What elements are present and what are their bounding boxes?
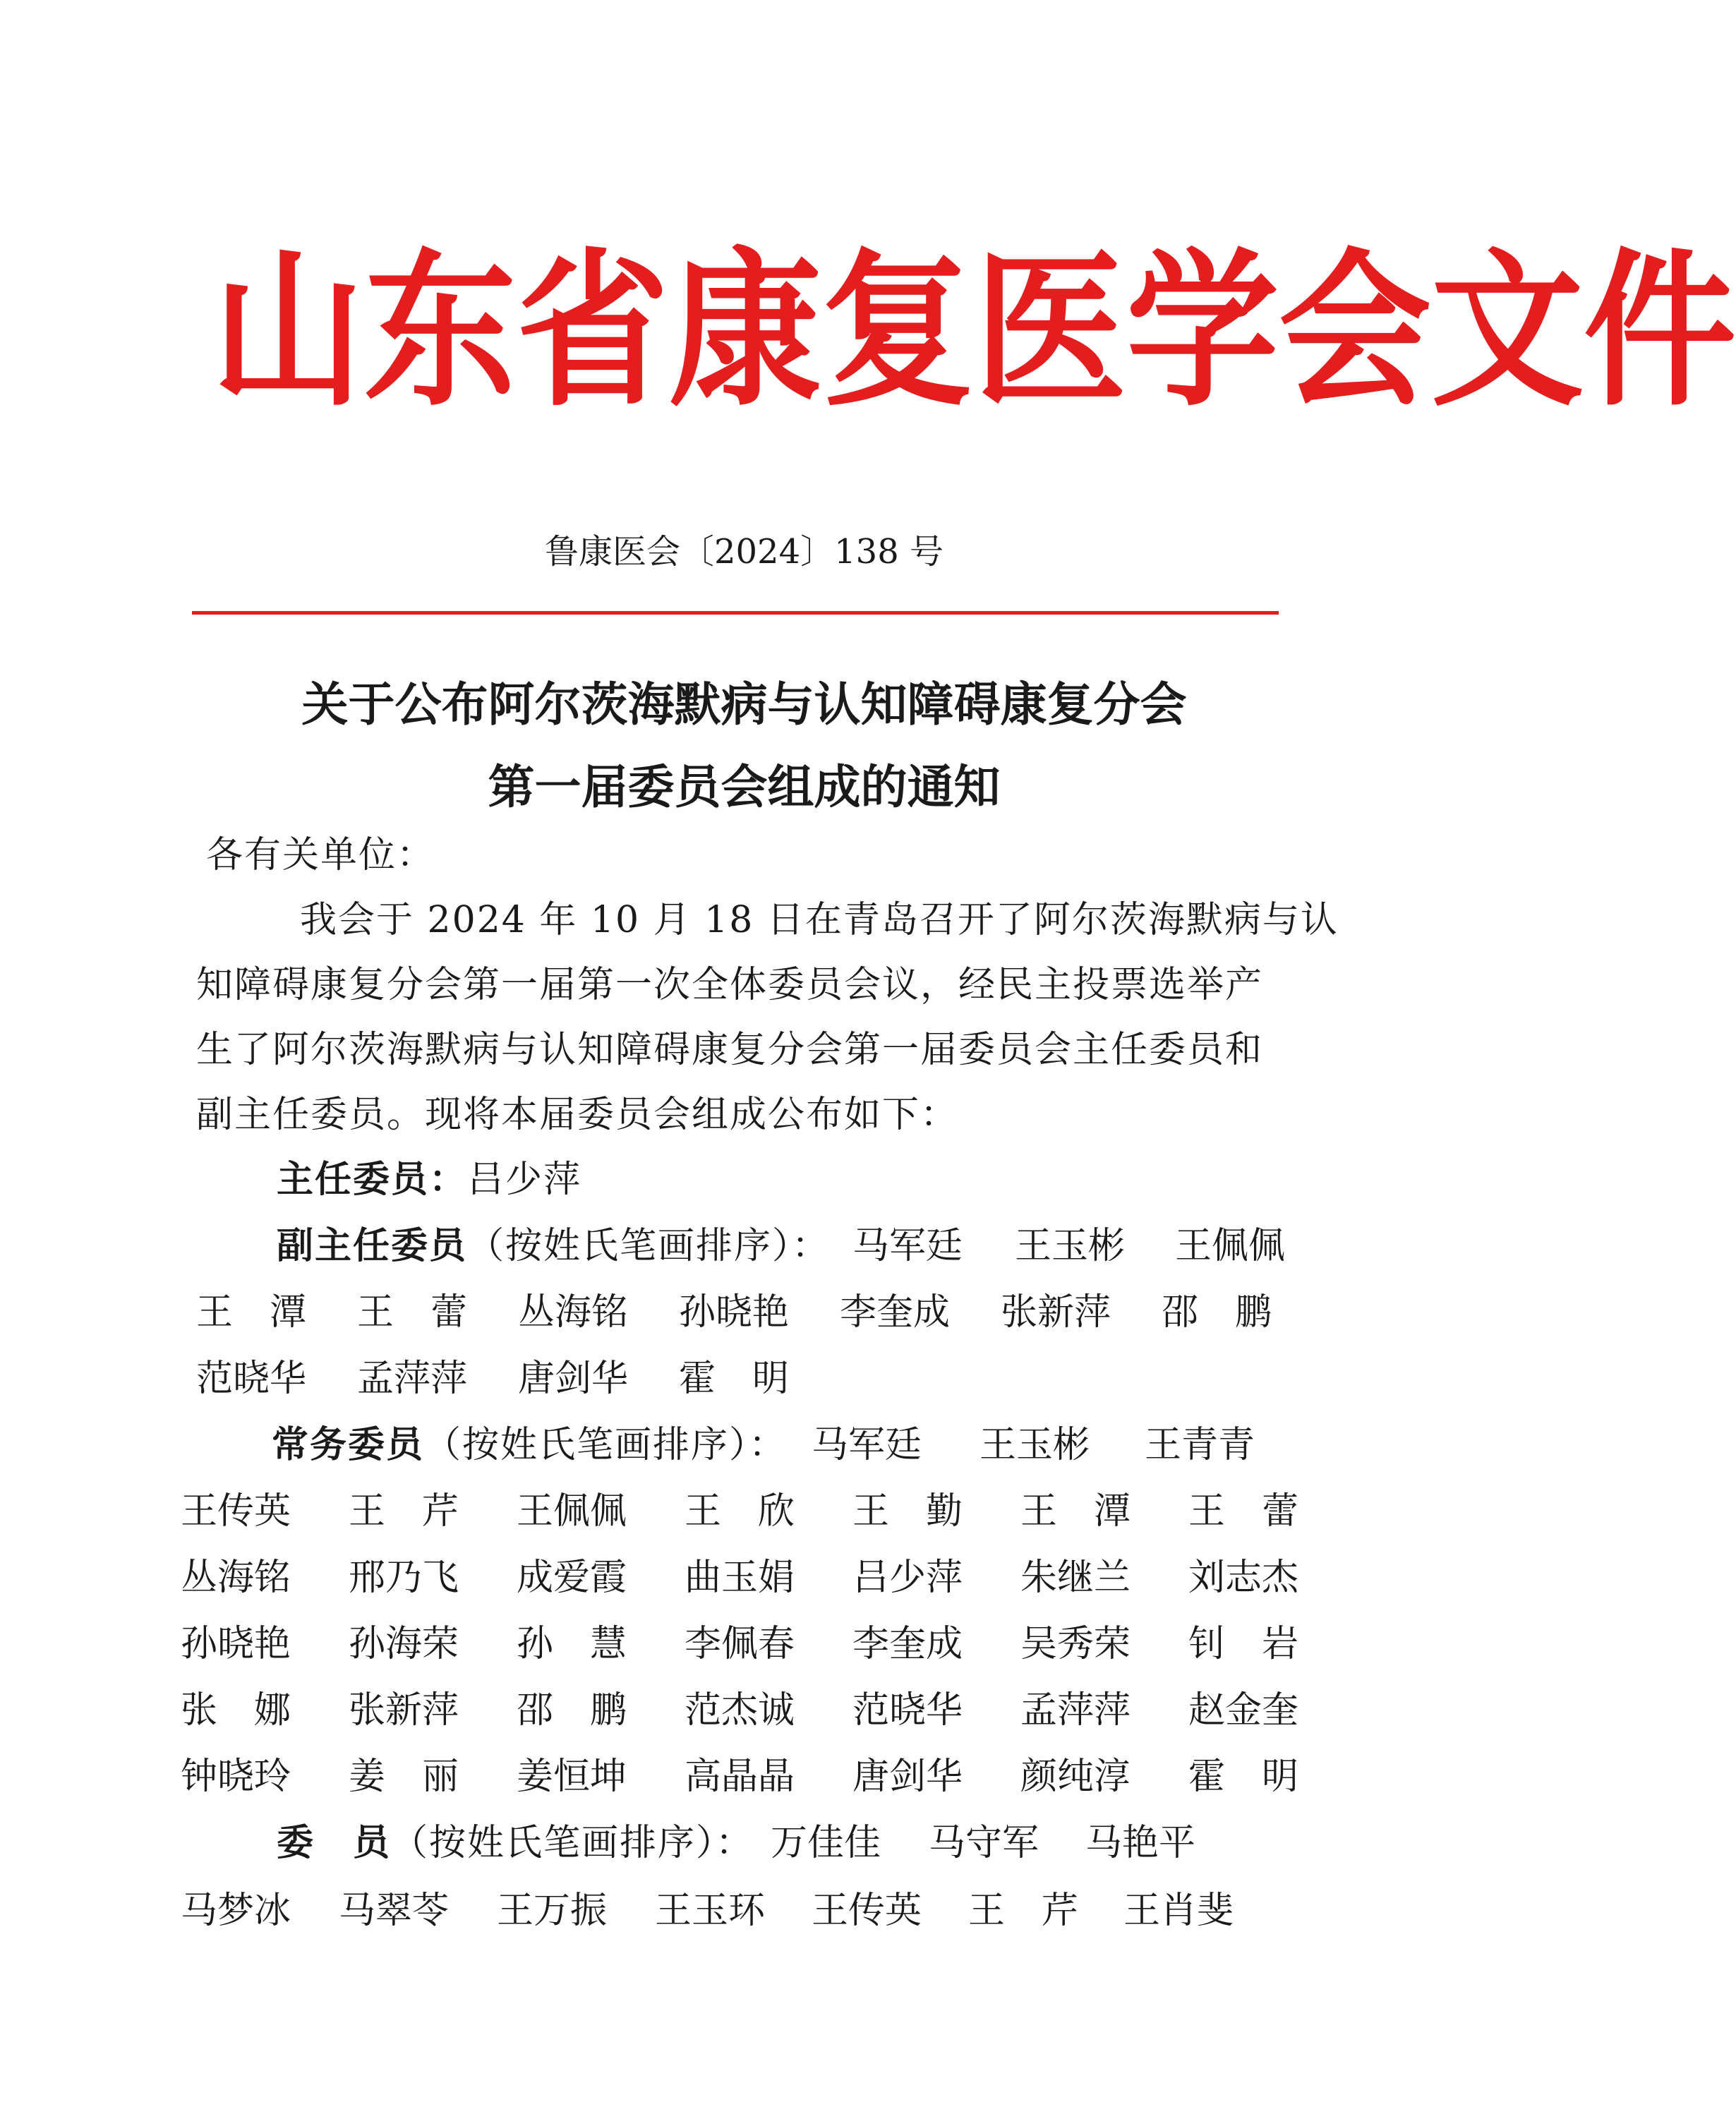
standing-member-name: 邢乃飞 — [349, 1557, 459, 1599]
standing-member-name: 范晓华 — [852, 1689, 963, 1732]
standing-member-name: 钊 岩 — [1188, 1623, 1299, 1665]
member-note: （按姓氏笔画排序）： — [391, 1822, 754, 1864]
standing-member-name: 张 娜 — [181, 1689, 291, 1732]
standing-member-label: 常务委员 — [272, 1424, 425, 1466]
standing-member-note: （按姓氏笔画排序）： — [424, 1424, 788, 1466]
notice-title-line2: 第一届委员会组成的通知 — [488, 759, 1001, 814]
vice-chair-name: 王 蕾 — [357, 1291, 468, 1334]
chair-name: 吕少萍 — [467, 1159, 582, 1201]
standing-member-name: 王玉彬 — [979, 1424, 1090, 1466]
member-name: 王肖斐 — [1123, 1890, 1234, 1932]
paragraph-line-3: 生了阿尔茨海默病与认知障碍康复分会第一届委员会主任委员和 — [196, 1029, 1264, 1071]
standing-member-name: 霍 明 — [1188, 1756, 1299, 1798]
standing-member-name: 张新萍 — [349, 1689, 459, 1732]
standing-member-row — [0, 1754, 1488, 1799]
member-label: 委 员 — [277, 1822, 392, 1864]
paragraph-line-2: 知障碍康复分会第一届第一次全体委员会议，经民主投票选举产 — [196, 964, 1264, 1006]
vice-chair-name: 范晓华 — [196, 1358, 307, 1400]
standing-member-name: 钟晓玲 — [181, 1756, 291, 1798]
standing-member-name: 王 勤 — [852, 1490, 963, 1533]
standing-member-name: 高晶晶 — [685, 1756, 795, 1798]
standing-member-name: 丛海铭 — [181, 1557, 291, 1599]
standing-member-first-line — [0, 1423, 1488, 1468]
standing-member-name: 李奎成 — [852, 1623, 963, 1665]
standing-member-name: 成爱霞 — [517, 1557, 627, 1599]
standing-member-name: 王 潭 — [1020, 1490, 1131, 1533]
standing-member-row — [0, 1621, 1488, 1667]
vice-chair-label: 副主任委员 — [277, 1225, 468, 1267]
standing-member-name: 吕少萍 — [852, 1557, 963, 1599]
standing-member-name: 朱继兰 — [1020, 1557, 1131, 1599]
standing-member-name: 唐剑华 — [852, 1756, 963, 1798]
member-name: 马翠苓 — [339, 1890, 450, 1932]
member-name: 王玉环 — [655, 1890, 766, 1932]
vice-chair-name: 孟萍萍 — [357, 1358, 468, 1400]
vice-chair-name: 霍 明 — [679, 1358, 790, 1400]
standing-member-name: 吴秀荣 — [1020, 1623, 1131, 1665]
standing-member-name: 王青青 — [1145, 1424, 1255, 1466]
document-number: 鲁康医会〔2024〕138 号 — [544, 532, 944, 572]
standing-member-row — [0, 1688, 1488, 1733]
standing-member-name: 范杰诚 — [685, 1689, 795, 1732]
standing-member-name: 李佩春 — [685, 1623, 795, 1665]
vice-chair-name: 王玉彬 — [1015, 1225, 1126, 1267]
paragraph-line-1: 我会于 2024 年 10 月 18 日在青岛召开了阿尔茨海默病与认 — [300, 899, 1339, 941]
member-name: 马守军 — [929, 1822, 1039, 1864]
member-name: 马艳平 — [1085, 1822, 1196, 1864]
member-name: 万佳佳 — [771, 1822, 881, 1864]
member-name: 王 芹 — [968, 1890, 1079, 1932]
standing-member-name: 王传英 — [181, 1490, 291, 1533]
standing-member-name: 刘志杰 — [1188, 1557, 1299, 1599]
standing-member-row — [0, 1489, 1488, 1534]
vice-chair-name: 李奎成 — [840, 1291, 951, 1334]
vice-chair-note: （按姓氏笔画排序）： — [467, 1225, 831, 1267]
standing-member-name: 王 欣 — [685, 1490, 795, 1533]
vice-chair-name: 孙晓艳 — [679, 1291, 790, 1334]
vice-chair-row — [0, 1356, 1488, 1401]
standing-member-name: 孙海荣 — [349, 1623, 459, 1665]
member-row — [0, 1888, 1488, 1933]
member-name: 王传英 — [812, 1890, 922, 1932]
org-masthead: 山东省康复医学会文件 — [212, 234, 1736, 429]
standing-member-name: 王佩佩 — [517, 1490, 627, 1533]
member-first-line — [0, 1820, 1488, 1866]
standing-member-name: 曲玉娟 — [685, 1557, 795, 1599]
vice-chair-name: 唐剑华 — [518, 1358, 629, 1400]
standing-member-name: 孙 慧 — [517, 1623, 627, 1665]
vice-chair-name: 邵 鹏 — [1162, 1291, 1272, 1334]
member-name: 马梦冰 — [181, 1890, 291, 1932]
standing-member-name: 王 蕾 — [1188, 1490, 1299, 1533]
vice-chair-name: 王 潭 — [196, 1291, 307, 1334]
paragraph-line-4: 副主任委员。现将本届委员会组成公布如下： — [196, 1094, 959, 1136]
standing-member-row — [0, 1555, 1488, 1600]
chair-line — [277, 1157, 581, 1202]
vice-chair-name: 王佩佩 — [1175, 1225, 1286, 1267]
member-name: 王万振 — [497, 1890, 608, 1932]
standing-member-name: 姜恒坤 — [517, 1756, 627, 1798]
notice-title-line1: 关于公布阿尔茨海默病与认知障碍康复分会 — [301, 677, 1187, 732]
standing-member-name: 孟萍萍 — [1020, 1689, 1131, 1732]
standing-member-name: 王 芹 — [349, 1490, 459, 1533]
vice-chair-name: 张新萍 — [1001, 1291, 1111, 1334]
vice-chair-first-line — [0, 1224, 1488, 1269]
vice-chair-name: 丛海铭 — [518, 1291, 629, 1334]
chair-label: 主任委员： — [277, 1159, 468, 1201]
vice-chair-row — [0, 1290, 1488, 1335]
standing-member-name: 赵金奎 — [1188, 1689, 1299, 1732]
standing-member-name: 邵 鹏 — [517, 1689, 627, 1732]
standing-member-name: 颜纯淳 — [1020, 1756, 1131, 1798]
salutation: 各有关单位： — [206, 834, 435, 876]
standing-member-name: 马军廷 — [812, 1424, 922, 1466]
standing-member-name: 孙晓艳 — [181, 1623, 291, 1665]
vice-chair-name: 马军廷 — [852, 1225, 963, 1267]
red-divider-line — [192, 611, 1279, 615]
standing-member-name: 姜 丽 — [349, 1756, 459, 1798]
